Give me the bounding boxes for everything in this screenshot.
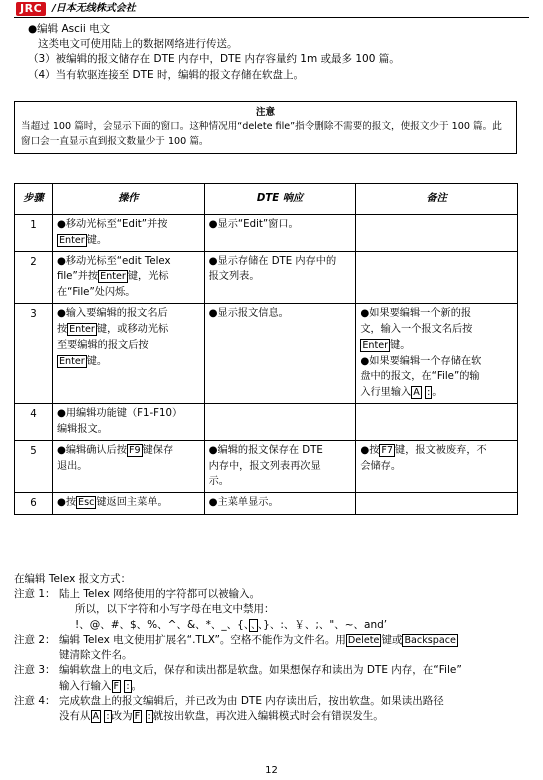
intro-line-2: （3）被编辑的报文储存在 DTE 内存中，DTE 内存容量约 1m 或最多 100 篇。 <box>28 53 400 66</box>
table-row <box>15 304 518 404</box>
footer-note-line: !、@、#、$、%、^、&、*、_、{、 、 、}、:、￥、;、"、~、and’ <box>75 618 388 631</box>
intro-bullet: ●编辑 Ascii 电文 <box>28 23 111 35</box>
remarks-cell <box>356 251 518 303</box>
key-label: Backspace <box>404 634 456 646</box>
caution-title: 注意 <box>255 107 276 118</box>
key-label: F9 <box>128 444 141 456</box>
key-label: : <box>106 710 110 722</box>
step-number: 6 <box>15 493 53 515</box>
procedure-table <box>14 183 518 515</box>
key-label: : <box>126 680 130 692</box>
operation-cell <box>52 404 204 441</box>
step-number: 2 <box>15 251 53 303</box>
remarks-cell <box>356 404 518 441</box>
footer-note-line: 输入行输入 F : 。 <box>59 679 143 692</box>
operation-cell <box>52 251 204 303</box>
table-row <box>15 251 518 303</box>
footer-note-text <box>59 694 529 724</box>
key-label: F <box>134 710 141 722</box>
dte-response-cell-line: ●编辑的报文保存在 DTE <box>208 444 323 456</box>
remarks-cell <box>356 215 518 252</box>
footer-note-line: 陆上 Telex 网络使用的字符都可以被输入。 <box>59 588 261 601</box>
operation-cell-line: ●移动光标至“Edit”并按 <box>56 219 168 230</box>
dte-response-cell <box>204 215 356 252</box>
key-label: Enter <box>100 271 126 283</box>
operation-cell-line: 至要编辑的报文后按 <box>56 339 149 351</box>
key-label: Enter <box>58 355 85 367</box>
key-label: Delete <box>347 634 380 646</box>
footer-note-label: 注意 3： <box>14 664 56 677</box>
remarks-cell-line: 入行里输入 A : 。 <box>360 387 443 399</box>
key-label: Enter <box>58 234 85 246</box>
key-label: : <box>427 387 431 399</box>
key-label: 、 <box>251 619 256 631</box>
operation-cell-line: ●用编辑功能键（F1-F10） <box>56 408 183 420</box>
footer-note-label: 注意 4： <box>14 694 56 707</box>
footer-note-line: 编辑软盘上的电文后，保存和读出都是软盘。如果想保存和读出为 DTE 内存，在“File” <box>59 664 462 677</box>
table-row <box>15 493 518 515</box>
footer-note <box>14 633 529 663</box>
operation-cell-line: 退出。 <box>56 460 88 472</box>
operation-cell <box>52 215 204 252</box>
caution-text: 当超过 100 篇时，会显示下面的窗口。这种情况用“delete file”指令删除不需要的报文，使报文少于 100 篇。此窗口会一直显示直到报文数量少于 100 篇。 <box>21 121 502 147</box>
intro-line-1: 这类电文可使用陆上的数据网络进行传送。 <box>38 38 238 51</box>
footer-note-line: 没有从 A : 改为 F : 就按出软盘，再次进入编辑模式时会有错误发生。 <box>59 709 384 722</box>
intro-line-3: （4）当有软驱连接至 DTE 时，编辑的报文存储在软盘上。 <box>28 68 304 81</box>
page-number: 12 <box>265 765 278 776</box>
remarks-cell-line: 会储存。 <box>360 460 402 472</box>
company-name: /日本无线株式会社 <box>52 3 136 14</box>
key-label: Enter <box>69 323 95 335</box>
operation-cell-line: ●输入要编辑的报文名后 <box>56 308 168 320</box>
key-label: A <box>413 387 420 399</box>
dte-response-cell-line: 报文列表。 <box>208 271 260 283</box>
step-number: 1 <box>15 215 53 252</box>
remarks-cell <box>356 493 518 515</box>
page-header <box>16 2 136 17</box>
jrc-logo: JRC <box>16 2 46 16</box>
dte-response-cell-line: ●显示“Edit”窗口。 <box>208 219 299 230</box>
dte-response-cell <box>204 440 356 492</box>
footer-note <box>14 663 529 693</box>
footer-note-text <box>59 663 529 693</box>
table-header-row <box>15 184 518 215</box>
operation-cell-line: 在“File”处闪烁。 <box>56 287 136 299</box>
operation-cell-line: Enter 键。 <box>58 234 108 246</box>
remarks-cell-line: ●如果要编辑一个新的报 <box>360 308 472 320</box>
step-number: 4 <box>15 404 53 441</box>
step-number: 5 <box>15 440 53 492</box>
intro-section <box>16 22 529 83</box>
table-row <box>15 404 518 441</box>
remarks-cell-line: ●按 F7 键，报文被废弃，不 <box>360 444 487 456</box>
footer-note-line: 完成软盘上的报文编辑后，并已改为由 DTE 内存读出后，按出软盘。如果读出路径 <box>59 694 444 707</box>
footer-intro: 在编辑 Telex 报文方式： <box>14 573 132 585</box>
remarks-cell <box>356 304 518 404</box>
operation-cell-line: ●移动光标至“edit Telex <box>56 255 171 267</box>
header-operation: 操作 <box>52 184 204 215</box>
footer-note-line: 编辑 Telex 电文使用扩展名“.TLX”。空格不能作为文件名。用 Delete 键或 Backspace <box>59 633 456 646</box>
header-remarks: 备注 <box>356 184 518 215</box>
footer-note <box>14 694 529 724</box>
dte-response-cell-line: 示。 <box>208 476 229 488</box>
dte-response-cell-line: ●显示报文信息。 <box>208 308 289 320</box>
key-label: : <box>147 710 151 722</box>
operation-cell-line: ●编辑确认后按 F9 键保存 <box>56 444 174 456</box>
operation-cell-line: Enter 键。 <box>58 355 108 367</box>
header-dte-response: DTE 响应 <box>204 184 356 215</box>
key-label: Esc <box>78 497 95 509</box>
remarks-cell <box>356 440 518 492</box>
step-number: 3 <box>15 304 53 404</box>
header-divider <box>14 17 529 18</box>
operation-cell <box>52 493 204 515</box>
footer-note-line: 所以，以下字符和小写字母在电文中禁用： <box>75 603 275 616</box>
footer-note <box>14 587 529 633</box>
remarks-cell-line: 文，输入一个报文名后按 <box>360 323 473 335</box>
remarks-cell-line: Enter 键。 <box>362 339 411 351</box>
dte-response-cell <box>204 404 356 441</box>
dte-response-cell-line: ●主菜单显示。 <box>208 497 279 509</box>
dte-response-cell <box>204 304 356 404</box>
footer-note-text <box>59 587 529 633</box>
footer-note-text <box>59 633 529 663</box>
operation-cell-line: 按 Enter 键，或移动光标 <box>56 323 169 335</box>
header-step: 步骤 <box>15 184 53 215</box>
footer-note-label: 注意 2： <box>14 633 56 646</box>
dte-response-cell-line: ●显示存储在 DTE 内存中的 <box>208 255 337 267</box>
operation-cell-line: file”并按 Enter 键，光标 <box>56 271 169 283</box>
dte-response-cell <box>204 251 356 303</box>
key-label: A <box>92 710 100 722</box>
caution-box <box>14 101 517 154</box>
key-label: Enter <box>362 339 389 351</box>
footer-note-label: 注意 1： <box>14 588 56 601</box>
footer-notes <box>14 572 529 724</box>
operation-cell <box>52 304 204 404</box>
operation-cell-line: ●按 Esc 键返回主菜单。 <box>56 497 168 509</box>
dte-response-cell-line: 内存中，报文列表再次显 <box>208 460 321 472</box>
table-row <box>15 440 518 492</box>
table-row <box>15 215 518 252</box>
dte-response-cell <box>204 493 356 515</box>
operation-cell <box>52 440 204 492</box>
remarks-cell-line: ●如果要编辑一个存储在软 <box>360 355 482 367</box>
remarks-cell-line: 盘中的报文，在“File”的输 <box>360 371 480 383</box>
footer-note-line: 键清除文件名。 <box>59 649 133 662</box>
key-label: F7 <box>381 444 394 456</box>
key-label: F <box>113 680 120 692</box>
operation-cell-line: 编辑报文。 <box>56 423 108 435</box>
